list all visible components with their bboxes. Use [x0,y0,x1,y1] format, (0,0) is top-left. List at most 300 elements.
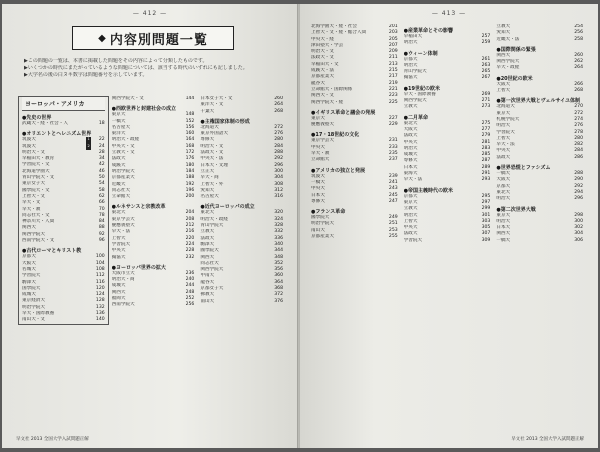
entry-university: 名古屋大 [111,124,131,130]
entry-page: 372 [274,292,284,298]
entry-university: 大阪市立大 [111,270,135,276]
entry-university: 西南学院大 [111,302,135,308]
entry-university: 早大・商 [200,175,219,181]
entry-university: 日本大・文理 [200,162,228,168]
right-page [300,4,598,448]
entry-university: 京都大 [403,193,418,199]
entry-page: 264 [574,65,584,71]
entry-page: 213 [388,61,398,67]
entry-university: 日本大 [311,192,325,198]
entry-university: 日本大 [496,225,511,231]
entry-university: 龍谷大 [311,80,325,86]
entry-page: 288 [274,150,284,156]
entry-page: 225 [388,99,398,105]
entry-university: 上智大 [496,88,511,94]
entry-university: 東京大 [311,115,325,121]
entry-university: 慶應義塾大 [111,223,135,229]
entry-university: 法政大 [403,231,418,237]
entry-university: 京都大 [403,56,418,62]
entry-university: 成城大 [22,292,36,298]
entry-university: 法政大 [111,156,126,162]
section-heading: ●イギリス革命と議会の発展 [311,109,376,116]
entry-page: 265 [481,69,491,75]
entry-page: 293 [481,177,491,183]
index-entry [200,299,283,305]
index-entry [112,96,195,102]
entry-page: 244 [185,283,195,289]
intro-line: ▶この問題の一覧は、本書に掲載した問題をその内容によって分類したものです。 [24,58,208,64]
entry-page: 356 [274,267,284,273]
entry-page: 259 [481,40,491,46]
entry-page: 24 [98,143,105,149]
entry-page: 231 [388,138,398,144]
entry-university: 龍谷大 [200,279,215,285]
entry-page: 224 [185,241,195,247]
entry-page: 204 [185,210,195,216]
index-entry [22,238,105,244]
entry-university: 関西大 [111,289,126,295]
entry-university: 國學院大 [200,248,219,254]
section-heading: ●近代ヨーロッパの成立 [200,204,255,211]
entry-university: 駒澤大 [22,279,36,285]
entry-university: 筑波大 [22,137,36,143]
entry-page: 276 [274,131,284,137]
entry-page: 344 [274,248,284,254]
entry-university: 立命館大 [311,157,330,163]
page-title-box [72,26,234,50]
entry-page: 282 [574,142,584,148]
entry-university: 青山学院大 [200,223,224,229]
index-column [401,24,494,244]
entry-university: 立教大 [403,104,418,110]
entry-university: 明治大・商 [111,277,135,283]
entry-page: 188 [185,175,195,181]
entry-page: 216 [185,229,195,235]
entry-university: 明治学院大 [22,304,45,310]
entry-page: 257 [481,34,491,39]
entry-page: 54 [98,181,105,187]
entry-page: 132 [95,304,105,310]
entry-page: 233 [388,144,398,150]
index-entry [311,199,398,205]
entry-page: 269 [481,91,491,97]
entry-university: 明治大・政経 [111,137,140,143]
entry-university: 早大・文 [22,200,41,206]
entry-university: 専修大 [403,158,418,164]
entry-university: 同志社大・文 [22,212,50,218]
entry-page: 298 [574,212,584,218]
entry-page: 227 [388,115,398,121]
diamond-icon: ◆ [98,32,106,44]
entry-university: 青山学院大・文 [22,175,55,181]
entry-university: 中央大 [311,144,325,150]
entry-page: 262 [574,59,584,65]
section-heading: ●17・18世紀の文化 [311,132,360,139]
entry-page: 301 [481,212,491,218]
entry-page: 266 [574,81,584,87]
entry-university: 中央大 [111,248,126,254]
entry-university: 東京外国語大 [200,131,228,137]
entry-page: 228 [185,248,195,254]
entry-university: 早稲田大 [403,34,423,39]
entry-page: 272 [274,124,284,130]
entry-university: 東京大 [403,199,418,205]
entry-page: 263 [481,62,491,68]
entry-university: 東北大 [111,210,126,216]
page-footer: 早文社 2013 全国大学入試問題正解 [511,437,584,442]
entry-page: 340 [274,241,284,247]
index-entry [496,238,583,244]
entry-page: 180 [185,162,195,168]
index-entry [496,155,583,161]
entry-university: 東洋大 [111,131,126,137]
entry-university: 筑波大 [311,173,325,179]
entry-page: 292 [574,183,584,189]
entry-page: 304 [274,175,284,181]
entry-university: 明治大・文 [311,49,334,55]
entry-university: 南山大・文 [22,317,45,323]
entry-university: 明治大 [496,123,511,129]
entry-page: 58 [98,187,105,193]
index-columns [308,24,586,244]
intro-notes [24,58,274,79]
entry-university: 学習院大 [496,129,515,135]
entry-page: 274 [574,116,584,122]
entry-page: 270 [574,104,584,110]
entry-university: 同志社大 [200,260,219,266]
entry-page: 299 [481,206,491,212]
entry-page: 34 [98,156,105,162]
entry-page: 328 [274,223,284,229]
entry-university: 國學院大 [311,215,330,221]
index-entry [404,40,491,46]
entry-university: 関西学院大・文 [111,96,144,101]
entry-page: 267 [481,75,491,81]
section-heading: ●産業革命とその影響 [403,28,454,34]
entry-university: 慶應義塾大 [311,122,334,128]
entry-page: 124 [95,292,105,298]
entry-university: 立命館大 [111,194,131,200]
entry-page: 18 [98,121,105,126]
entry-page: 215 [388,68,398,74]
entry-university: 早大・国際教養 [403,91,436,97]
entry-university: 西南学院大・文 [22,238,55,244]
entry-page: 201 [388,24,398,29]
entry-page: 248 [185,289,195,295]
entry-university: 立教大 [496,24,511,29]
entry-page: 272 [574,110,584,116]
left-page [2,4,298,448]
entry-page: 164 [185,137,195,143]
entry-university: 京都産業大 [111,175,135,181]
entry-university: 早稲田大・教育 [22,156,55,162]
entry-page: 260 [574,52,584,58]
entry-university: 成城大 [111,283,126,289]
entry-university: 京都産業大 [311,234,334,240]
entry-university: 福岡大 [111,296,126,302]
entry-university: 明治学院大 [111,168,135,174]
entry-page: 324 [274,216,284,222]
entry-page: 70 [98,206,105,212]
entry-page: 300 [574,218,584,224]
entry-page: 92 [98,231,105,237]
entry-university: 一橋大 [496,237,511,243]
section-heading: ●帝国主義時代の欧米 [403,187,454,194]
page-footer: 早文社 2013 全国大学入試問題正解 [16,437,89,442]
entry-university: 成蹊大・法 [311,68,334,74]
entry-page: 332 [274,229,284,235]
entry-university: 明治大 [403,62,418,68]
entry-page: 50 [98,175,105,181]
entry-university: 一橋大 [311,179,325,185]
entry-page: 28 [98,149,105,155]
entry-page: 306 [574,237,584,243]
index-column [493,24,586,244]
entry-page: 22 [98,137,105,143]
entry-page: 66 [98,200,105,206]
entry-university: 東北大 [403,120,418,126]
entry-university: 日本大 [403,164,418,170]
entry-page: 239 [388,173,398,179]
entry-page: 271 [481,98,491,104]
entry-university: 明治大・政経 [200,216,228,222]
entry-university: 上智大・外 [200,181,224,187]
index-entry [200,194,283,200]
entry-university: 明治大・文 [22,149,45,155]
index-entry [311,157,398,163]
index-entry [311,100,398,106]
page-title: 内容別問題一覧 [109,32,208,48]
entry-page: 275 [481,120,491,126]
entry-university: 東京大 [496,212,511,218]
entry-university: 関西学院大 [200,267,224,273]
entry-page: 280 [274,137,284,143]
entry-page: 232 [185,254,195,260]
entry-university: 京都女子大 [200,286,224,292]
entry-university: 上智大・文 [22,193,45,199]
entry-university: 北海道大 [200,124,219,130]
entry-university: 近畿大・法 [496,36,520,42]
index-entry [496,196,583,202]
entry-page: 172 [185,150,195,156]
entry-university: 法政大 [200,235,215,241]
entry-university: 中央大 [311,186,325,192]
index-entry [496,88,583,94]
entry-university: 学習院大 [111,241,131,247]
entry-page: 316 [274,194,284,200]
entry-university: 獨協大 [111,254,126,260]
entry-page: 261 [481,56,491,62]
entry-page: 203 [388,30,398,36]
entry-university: 日本女子大・文 [200,96,233,101]
section-heading: ●フランス革命 [311,209,346,216]
section-heading: ●第二次世界大戦 [496,206,536,213]
entry-page: 209 [388,49,398,55]
entry-university: 学習院大 [22,273,41,279]
entry-page: 296 [574,196,584,202]
index-column [18,96,109,325]
entry-page: 352 [274,260,284,266]
entry-page: 360 [274,273,284,279]
entry-page: 62 [98,193,105,199]
entry-university: 早大・教 [311,151,330,157]
entry-university: 南山大 [311,227,325,233]
entry-page: 207 [388,42,398,48]
entry-university: 大阪大 [22,260,36,266]
entry-university: 上智大 [403,218,418,224]
entry-page: 128 [95,298,105,304]
section-heading: ●先史の世界 [22,115,52,121]
entry-university: 南山大 [200,298,215,304]
entry-page: 283 [481,145,491,151]
entry-page: 196 [185,187,195,193]
entry-page: 254 [574,24,584,29]
problem-number-badge: 2 [86,144,90,150]
entry-university: 佛教大 [200,292,215,298]
entry-university: 青山学院大 [403,69,427,75]
entry-university: 学習院大 [403,237,423,243]
entry-page: 192 [185,181,195,187]
index-column [197,96,286,325]
section-heading: ●古代ローマとキリスト教 [22,248,82,255]
entry-university: 明治大・文 [200,143,224,149]
entry-page: 247 [388,198,398,204]
entry-university: 同志社大 [111,187,131,193]
entry-page: 229 [388,122,398,128]
entry-university: 東京女子大 [22,181,45,187]
entry-university: 上智大 [496,135,511,141]
index-entry [22,317,105,323]
entry-university: 名城大 [22,266,36,272]
entry-page: 286 [574,154,584,160]
entry-page: 303 [481,218,491,224]
index-entry [22,121,105,127]
entry-university: 中央大・文 [111,143,135,149]
entry-university: 関西大 [496,231,511,237]
entry-university: 明治大 [496,218,511,224]
entry-university: 東京学芸大 [111,216,135,222]
entry-university: 北海道学園大 [22,168,50,174]
entry-page: 249 [388,215,398,221]
entry-page: 287 [481,158,491,164]
entry-page: 245 [388,192,398,198]
entry-page: 284 [274,143,284,149]
entry-university: 学習院大・文 [22,162,50,168]
entry-page: 297 [481,199,491,205]
entry-university: 早大・政経 [496,65,520,71]
entry-university: 北海道大 [496,104,515,110]
entry-page: 264 [274,102,284,108]
entry-page: 281 [481,139,491,145]
entry-page: 120 [95,285,105,291]
entry-page: 104 [95,260,105,266]
entry-university: 早大・法 [403,177,423,183]
entry-page: 220 [185,235,195,241]
entry-university: 中央大 [403,225,418,231]
section-heading: ●主権国家体制の形成 [200,118,250,125]
entry-university: 早大・教 [22,206,41,212]
entry-page: 280 [574,135,584,141]
entry-university: 法政大 [403,133,418,139]
entry-page: 312 [274,187,284,193]
entry-university: 明治学院大 [311,221,334,227]
entry-page: 235 [388,151,398,157]
entry-page: 296 [274,162,284,168]
entry-university: 一橋大 [496,171,511,177]
entry-university: 獨協大 [403,75,418,81]
page-number: — 413 — [431,10,467,17]
entry-university: 武蔵大・経・社会・人 [22,121,68,126]
entry-university: 國學院大・文 [22,187,50,193]
entry-page: 84 [98,219,105,225]
entry-page: 116 [95,279,105,285]
entry-university: 大阪大 [496,81,511,87]
entry-university: 東京大 [496,110,511,116]
entry-university: 立命館大・国際関係 [311,86,353,92]
entry-page: 268 [574,88,584,94]
entry-university: 専修大 [200,137,215,143]
index-entry [496,37,583,43]
index-entry [311,234,398,240]
section-heading: ●20世紀の欧米 [496,75,533,82]
entry-university: 名古屋大 [200,194,219,200]
entry-university: 大阪大 [496,177,511,183]
section-heading: ●西欧世界と封建社会の成立 [111,106,177,113]
entry-page: 305 [481,225,491,231]
entry-page: 223 [388,93,398,99]
entry-university: 中央大・法 [200,156,224,162]
index-columns [18,96,286,325]
page-number: — 412 — [132,10,168,17]
entry-university: 立教大 [200,229,215,235]
entry-page: 208 [185,216,195,222]
entry-page: 243 [388,186,398,192]
entry-university: 法政大・文 [311,55,334,61]
section-heading: ●世界恐慌とファシズム [496,165,551,172]
entry-university: 東北大 [200,210,215,216]
entry-page: 168 [185,143,195,149]
entry-page: 212 [185,223,195,229]
entry-page: 240 [185,277,195,283]
entry-page: 279 [481,133,491,139]
entry-page: 253 [388,227,398,233]
entry-page: 108 [95,266,105,272]
entry-university: 関西大 [200,254,215,260]
index-entry [112,194,195,200]
section-heading: ●オリエントとヘレニズム世界 [22,131,92,138]
index-column [308,24,401,244]
entry-page: 291 [481,171,491,177]
entry-university: 成城大 [403,152,418,158]
entry-page: 304 [574,231,584,237]
entry-page: 255 [388,234,398,240]
entry-page: 276 [574,123,584,129]
entry-page: 237 [388,157,398,163]
entry-page: 156 [185,124,195,130]
entry-page: 285 [481,152,491,158]
entry-university: 東京大 [111,112,126,118]
entry-university: 立正大 [200,168,215,174]
entry-university: 近畿大 [111,181,126,187]
entry-page: 112 [95,273,105,279]
section-heading: ●ウィーン体制 [403,50,438,57]
entry-page: 251 [388,221,398,227]
entry-university: 京都大 [496,183,511,189]
entry-university: 立教大・文 [111,150,135,156]
entry-page: 78 [98,212,105,218]
entry-page: 160 [185,131,195,137]
entry-university: 駒澤大 [200,241,215,247]
